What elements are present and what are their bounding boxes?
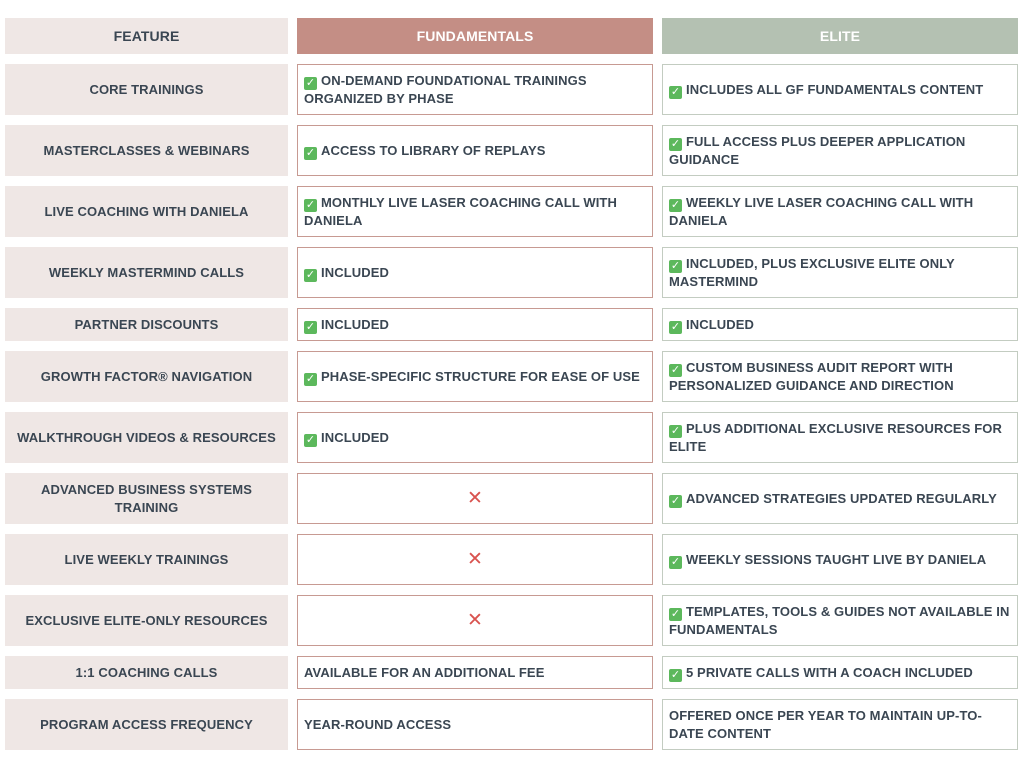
check-mark-icon: ✓ [305, 268, 316, 281]
elite-text: INCLUDED [686, 316, 754, 332]
table-row [5, 308, 1019, 341]
cross-mark-icon: ✕ [466, 548, 484, 570]
fundamentals-cell [297, 534, 653, 585]
fundamentals-text: MONTHLY LIVE LASER COACHING CALL WITH DANIELA [304, 194, 617, 228]
check-mark-icon: ✓ [305, 198, 316, 211]
check-mark-icon: ✓ [670, 85, 681, 98]
elite-cell [662, 656, 1018, 689]
table-row [5, 534, 1019, 585]
fundamentals-cell [297, 656, 653, 689]
comparison-table [5, 18, 1019, 760]
elite-cell [662, 351, 1018, 402]
elite-value [669, 316, 754, 334]
fundamentals-cell [297, 125, 653, 176]
fundamentals-text: ON-DEMAND FOUNDATIONAL TRAININGS ORGANIZED BY PHASE [304, 72, 587, 106]
check-mark-icon: ✓ [305, 320, 316, 333]
elite-value [669, 194, 1011, 230]
fundamentals-text: YEAR-ROUND ACCESS [304, 716, 452, 732]
fundamentals-value [304, 368, 640, 386]
fundamentals-cell [297, 699, 653, 750]
table-row [5, 699, 1019, 750]
fundamentals-value [304, 716, 451, 734]
elite-cell [662, 595, 1018, 646]
fundamentals-cell [297, 247, 653, 298]
table-row [5, 125, 1019, 176]
elite-value [669, 133, 1011, 169]
elite-cell [662, 473, 1018, 524]
elite-value [669, 420, 1011, 456]
fundamentals-cell [297, 473, 653, 524]
feature-label: LIVE WEEKLY TRAININGS [5, 534, 288, 585]
elite-text: WEEKLY SESSIONS TAUGHT LIVE BY DANIELA [686, 551, 987, 567]
table-row [5, 351, 1019, 402]
feature-label: PROGRAM ACCESS FREQUENCY [5, 699, 288, 750]
elite-text: OFFERED ONCE PER YEAR TO MAINTAIN UP-TO-DATE CONTENT [669, 707, 982, 741]
elite-cell [662, 64, 1018, 115]
header-feature: FEATURE [5, 18, 288, 54]
table-row [5, 473, 1019, 524]
feature-label: CORE TRAININGS [5, 64, 288, 115]
elite-cell [662, 308, 1018, 341]
fundamentals-value [304, 142, 546, 160]
fundamentals-cell [297, 308, 653, 341]
fundamentals-cell [297, 186, 653, 237]
elite-text: INCLUDED, PLUS EXCLUSIVE ELITE ONLY MASTERMIND [669, 255, 955, 289]
table-row [5, 412, 1019, 463]
check-mark-icon: ✓ [305, 372, 316, 385]
fundamentals-cell [297, 595, 653, 646]
table-row [5, 186, 1019, 237]
elite-cell [662, 247, 1018, 298]
check-mark-icon: ✓ [670, 494, 681, 507]
fundamentals-value [304, 194, 646, 230]
feature-label: 1:1 COACHING CALLS [5, 656, 288, 689]
fundamentals-text: AVAILABLE FOR AN ADDITIONAL FEE [304, 664, 545, 680]
check-mark-icon: ✓ [305, 146, 316, 159]
check-mark-icon: ✓ [670, 424, 681, 437]
fundamentals-value [304, 72, 646, 108]
fundamentals-text: INCLUDED [321, 316, 389, 332]
fundamentals-cell [297, 351, 653, 402]
cross-mark-icon: ✕ [466, 609, 484, 631]
feature-label: LIVE COACHING WITH DANIELA [5, 186, 288, 237]
table-header-row [5, 18, 1019, 54]
fundamentals-value [304, 264, 389, 282]
check-mark-icon: ✓ [305, 433, 316, 446]
elite-text: TEMPLATES, TOOLS & GUIDES NOT AVAILABLE IN FUNDAMENTALS [669, 603, 1010, 637]
check-mark-icon: ✓ [670, 198, 681, 211]
elite-cell [662, 699, 1018, 750]
check-mark-icon: ✓ [670, 607, 681, 620]
fundamentals-text: INCLUDED [321, 429, 389, 445]
elite-cell [662, 534, 1018, 585]
elite-text: INCLUDES ALL GF FUNDAMENTALS CONTENT [686, 81, 984, 97]
feature-label: EXCLUSIVE ELITE-ONLY RESOURCES [5, 595, 288, 646]
table-row [5, 247, 1019, 298]
fundamentals-value [304, 429, 389, 447]
elite-value [669, 551, 986, 569]
check-mark-icon: ✓ [670, 320, 681, 333]
table-row [5, 656, 1019, 689]
fundamentals-text: PHASE-SPECIFIC STRUCTURE FOR EASE OF USE [321, 368, 640, 384]
elite-text: CUSTOM BUSINESS AUDIT REPORT WITH PERSONALIZED GUIDANCE AND DIRECTION [669, 359, 954, 393]
elite-cell [662, 186, 1018, 237]
check-mark-icon: ✓ [670, 259, 681, 272]
check-mark-icon: ✓ [305, 76, 316, 89]
elite-text: FULL ACCESS PLUS DEEPER APPLICATION GUIDANCE [669, 133, 966, 167]
header-elite: ELITE [662, 18, 1018, 54]
feature-label: WEEKLY MASTERMIND CALLS [5, 247, 288, 298]
check-mark-icon: ✓ [670, 137, 681, 150]
elite-text: 5 PRIVATE CALLS WITH A COACH INCLUDED [686, 664, 973, 680]
cross-mark-icon: ✕ [466, 487, 484, 509]
table-body [5, 64, 1019, 750]
check-mark-icon: ✓ [670, 363, 681, 376]
feature-label: GROWTH FACTOR® NAVIGATION [5, 351, 288, 402]
elite-value [669, 359, 1011, 395]
feature-label: WALKTHROUGH VIDEOS & RESOURCES [5, 412, 288, 463]
elite-value [669, 707, 1011, 743]
feature-label: ADVANCED BUSINESS SYSTEMS TRAINING [5, 473, 288, 524]
fundamentals-value [304, 316, 389, 334]
elite-text: PLUS ADDITIONAL EXCLUSIVE RESOURCES FOR ELITE [669, 420, 1002, 454]
table-row [5, 64, 1019, 115]
elite-value [669, 255, 1011, 291]
fundamentals-text: INCLUDED [321, 264, 389, 280]
table-row [5, 595, 1019, 646]
elite-cell [662, 125, 1018, 176]
elite-value [669, 81, 983, 99]
elite-text: ADVANCED STRATEGIES UPDATED REGULARLY [686, 490, 997, 506]
check-mark-icon: ✓ [670, 555, 681, 568]
check-mark-icon: ✓ [670, 668, 681, 681]
elite-value [669, 490, 997, 508]
fundamentals-cell [297, 412, 653, 463]
elite-value [669, 664, 973, 682]
fundamentals-cell [297, 64, 653, 115]
elite-value [669, 603, 1011, 639]
fundamentals-value [304, 664, 544, 682]
feature-label: MASTERCLASSES & WEBINARS [5, 125, 288, 176]
elite-cell [662, 412, 1018, 463]
feature-label: PARTNER DISCOUNTS [5, 308, 288, 341]
elite-text: WEEKLY LIVE LASER COACHING CALL WITH DANIELA [669, 194, 974, 228]
header-fundamentals: FUNDAMENTALS [297, 18, 653, 54]
fundamentals-text: ACCESS TO LIBRARY OF REPLAYS [321, 142, 546, 158]
